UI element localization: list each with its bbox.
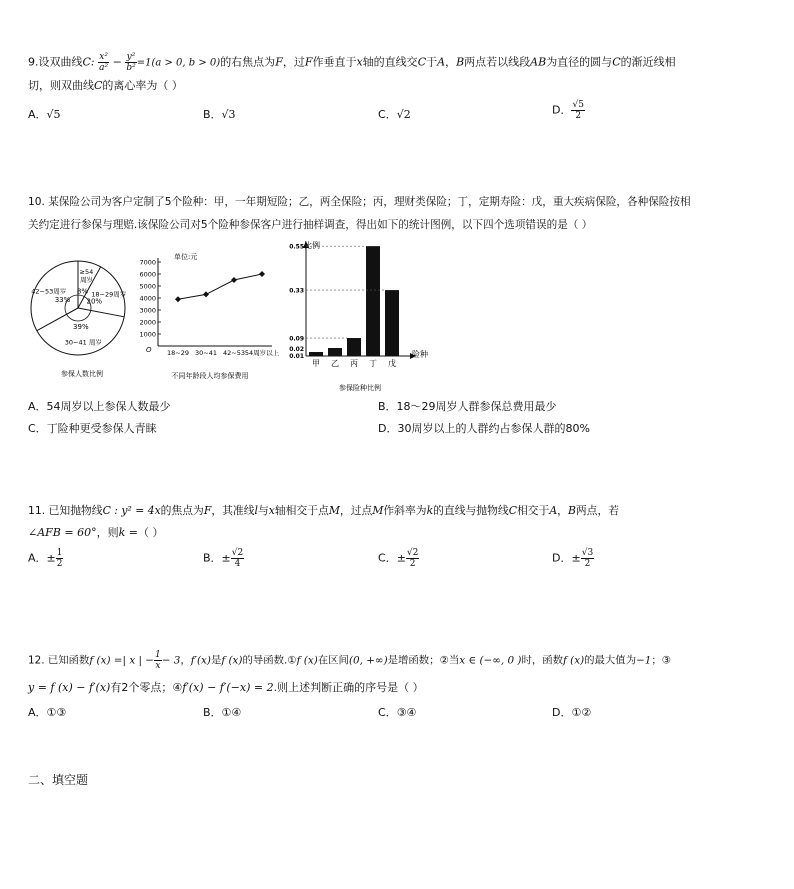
- q10-option-b[interactable]: B．18～29周岁人群参保总费用最少: [378, 400, 557, 413]
- line-chart-ytick-label: 6000: [139, 270, 156, 279]
- bar-chart-xtick-label: 丁: [369, 359, 377, 368]
- bar-chart-xtick-label: 乙: [331, 359, 339, 368]
- bar-chart-ytick-label: 0.55: [289, 243, 304, 251]
- line-chart-point: [175, 296, 181, 302]
- q9-option-b[interactable]: B．√3: [203, 108, 236, 121]
- bar-chart-bar: [309, 352, 323, 356]
- line-chart: [138, 250, 280, 385]
- line-chart-ytick-label: 4000: [139, 294, 156, 303]
- line-chart-ytick-label: 1000: [139, 330, 156, 339]
- bar-chart-xtick-label: 戊: [388, 359, 396, 368]
- bar-chart-bar: [385, 290, 399, 356]
- line-chart-ytick-label: 7000: [139, 258, 156, 267]
- line-chart-ytick-label: 2000: [139, 318, 156, 327]
- line-chart-xtick-label: 54周岁以上: [244, 349, 280, 357]
- bar-chart-ytick-label: 0.09: [289, 335, 304, 343]
- line-chart-point: [203, 291, 209, 297]
- q12-stem-line2: y = f (x) − f′(x)有2个零点；④f′(x) − f′(−x) = 2.则上述判断正确的序号是（ ）: [28, 681, 424, 694]
- line-chart-point: [259, 271, 265, 277]
- line-chart-point: [231, 277, 237, 283]
- line-chart-series: [178, 274, 262, 299]
- q10-stem-line2: 关约定进行参保与理赔.该保险公司对5个险种参保客户进行抽样调查，得出如下的统计图例，以下四个选项错误的是（ ）: [28, 219, 593, 231]
- q9-stem-line1: 9.设双曲线C: $\frac{\text{x²}}{\text{a²}}$ − $\frac{\text{y²}}{\text{b²}}$ =1(a > 0, b > 0)的右焦点为F，过F作垂直于x轴的直线交C于A，B两点若以线段AB为直径的圆与C的渐近线相: [28, 52, 676, 73]
- pie-chart-title: 参保人数比例: [61, 370, 103, 378]
- q9-stem-line2: 切，则双曲线C的离心率为（ ）: [28, 79, 183, 92]
- q9-option-c[interactable]: C．√2: [378, 108, 411, 121]
- q11-option-d[interactable]: D．± $\frac{√3}{2}$: [552, 548, 594, 569]
- line-chart-origin: O: [146, 346, 152, 354]
- q12-option-b[interactable]: B．①④: [203, 706, 242, 719]
- line-chart-ylabel: 单位:元: [174, 253, 198, 261]
- bar-chart-bar: [366, 246, 380, 356]
- q9-option-a[interactable]: A．√5: [28, 108, 61, 121]
- line-chart-ytick-label: 5000: [139, 282, 156, 291]
- q10-option-d[interactable]: D．30周岁以上的人群约占参保人群的80%: [378, 422, 590, 435]
- q12-option-d[interactable]: D．①②: [552, 706, 592, 719]
- pie-slice-name: ≥54: [79, 268, 94, 277]
- pie-slice-name: 18~29周岁: [91, 290, 127, 299]
- bar-chart-ytick-label: 0.02: [289, 346, 304, 354]
- line-chart-ytick-label: 3000: [139, 306, 156, 315]
- bar-chart-bar: [328, 348, 342, 356]
- q10-option-c[interactable]: C．丁险种更受参保人青睐: [28, 422, 157, 435]
- pie-slice-percent: 39%: [73, 322, 89, 331]
- q10-stem-line1: 10. 某保险公司为客户定制了5个险种：甲，一年期短险；乙，两全保险；丙，理财类保险；丁，定期寿险：戊，重大疾病保险，各种保险按相: [28, 196, 691, 208]
- pie-slice-name: 42~53周岁: [31, 287, 67, 296]
- pie-slice-percent: 8%: [76, 287, 89, 296]
- q11-stem-line1: 11. 已知抛物线C : y² = 4x的焦点为F，其准线l与x轴相交于点M，过点M作斜率为k的直线与抛物线C相交于A，B两点，若: [28, 504, 620, 517]
- section-title-fill-blank: 二、填空题: [28, 773, 89, 787]
- q9-option-d[interactable]: D． $\frac{√5}{2}$: [552, 100, 584, 121]
- q12-option-c[interactable]: C．③④: [378, 706, 417, 719]
- q12-option-a[interactable]: A．①③: [28, 706, 67, 719]
- pie-slice-percent: 20%: [86, 297, 103, 306]
- bar-chart: [284, 238, 434, 398]
- bar-chart-xlabel: 险种: [412, 350, 428, 359]
- pie-chart: [26, 250, 138, 385]
- bar-chart-ytick-label: 0.01: [289, 353, 304, 361]
- bar-chart-xtick-label: 甲: [312, 359, 320, 368]
- line-chart-xtick-label: 42~53: [223, 349, 245, 357]
- bar-chart-xtick-label: 丙: [350, 359, 358, 368]
- bar-chart-title: 参保险种比例: [339, 384, 381, 392]
- pie-slices: [31, 261, 126, 355]
- line-chart-xtick-label: 18~29: [167, 349, 189, 357]
- q11-option-a[interactable]: A．± $\frac{1}{2}$: [28, 548, 63, 569]
- pie-slice-name: 30~41 周岁: [64, 338, 102, 347]
- q11-option-c[interactable]: C．± $\frac{√2}{2}$: [378, 548, 419, 569]
- q11-option-b[interactable]: B．± $\frac{√2}{4}$: [203, 548, 244, 569]
- bar-chart-ylabel: 比例: [304, 241, 320, 250]
- line-chart-title: 不同年龄段人均参保费用: [171, 372, 249, 380]
- pie-slice-percent: 33%: [54, 295, 71, 304]
- bar-chart-bar: [347, 338, 361, 356]
- q10-option-a[interactable]: A．54周岁以上参保人数最少: [28, 400, 171, 413]
- q11-stem-line2: ∠AFB = 60°，则k =（ ）: [28, 526, 164, 539]
- pie-slice-name: 周岁: [79, 276, 93, 285]
- line-chart-xtick-label: 30~41: [195, 349, 217, 357]
- bar-chart-ytick-label: 0.33: [289, 287, 304, 295]
- q12-stem-line1: 12. 已知函数f (x) =| x | − $\frac{1}{x}$ − 3，f′(x)是f (x)的导函数.①f (x)在区间(0, +∞)是增函数；②当x ∈ (−∞, 0 )时，函数f (x)的最大值为−1；③: [28, 650, 672, 671]
